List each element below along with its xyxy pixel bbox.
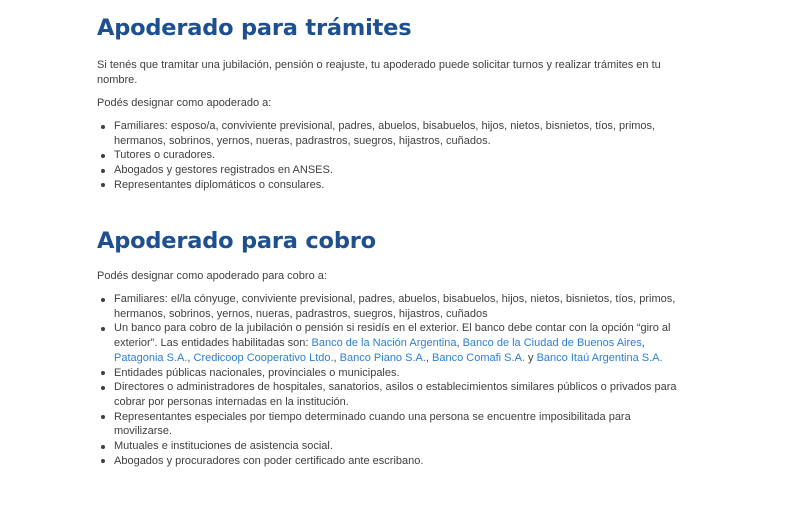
link-patagonia[interactable]: Patagonia S.A. — [114, 351, 188, 364]
list-item: Representantes diplomáticos o consulares. — [97, 178, 657, 193]
list-item: Directores o administradores de hospitales, sanatorios, asilos o establecimientos similares públicos o privados para cobrar por personas internadas en la institución. — [97, 380, 687, 409]
section-title-tramites: Apoderado para trámites — [97, 15, 412, 41]
list-item: Representantes especiales por tiempo determinado cuando una persona se encuentre imposibilitada para movilizarse. — [97, 410, 687, 439]
separator: , — [456, 337, 463, 350]
list-label-cobro: Podés designar como apoderado para cobro a: — [97, 270, 327, 282]
list-label-tramites: Podés designar como apoderado a: — [97, 97, 272, 109]
list-item: Abogados y gestores registrados en ANSES. — [97, 163, 657, 178]
list-item-banks — [97, 321, 687, 365]
link-banco-nacion[interactable]: Banco de la Nación Argentina — [311, 337, 457, 350]
separator: , — [333, 351, 340, 364]
list-item: Tutores o curadores. — [97, 148, 657, 163]
link-banco-piano[interactable]: Banco Piano S.A. — [339, 351, 426, 364]
separator: y — [524, 351, 537, 364]
list-item: Entidades públicas nacionales, provinciales o municipales. — [97, 366, 687, 381]
separator: , — [641, 337, 645, 350]
link-banco-itau[interactable]: Banco Itaú Argentina S.A. — [536, 351, 663, 364]
intro-paragraph: Si tenés que tramitar una jubilación, pensión o reajuste, tu apoderado puede solicitar turnos y realizar trámites en tu nombre. — [97, 59, 661, 86]
link-banco-comafi[interactable]: Banco Comafi S.A. — [432, 351, 525, 364]
separator: , — [187, 351, 194, 364]
separator: , — [425, 351, 433, 364]
section-title-cobro: Apoderado para cobro — [97, 228, 376, 254]
link-banco-ciudad[interactable]: Banco de la Ciudad de Buenos Aires — [462, 337, 642, 350]
banks-text: Un banco para cobro de la jubilación o pensión si residís en el exterior. El banco debe contar con la opción “giro al exterior”. Las entidades habilitadas son: — [114, 322, 671, 350]
link-credicoop[interactable]: Credicoop Cooperativo Ltdo. — [193, 351, 334, 364]
list-item: Mutuales e instituciones de asistencia social. — [97, 439, 687, 454]
list-cobro — [97, 292, 687, 468]
list-item: Familiares: el/la cónyuge, conviviente previsional, padres, abuelos, bisabuelos, hijos, nietos, bisnietos, tíos, primos, hermanos, sobrinos, yernos, nueras, padrastros, suegros, hijastros, cuñados — [97, 292, 687, 321]
list-item: Abogados y procuradores con poder certificado ante escribano. — [97, 454, 687, 469]
list-tramites — [97, 119, 657, 193]
list-item: Familiares: esposo/a, conviviente previsional, padres, abuelos, bisabuelos, hijos, nietos, bisnietos, tíos, primos, hermanos, sobrinos, yernos, nueras, padrastros, suegros, hijastros, cuñados. — [97, 119, 657, 148]
